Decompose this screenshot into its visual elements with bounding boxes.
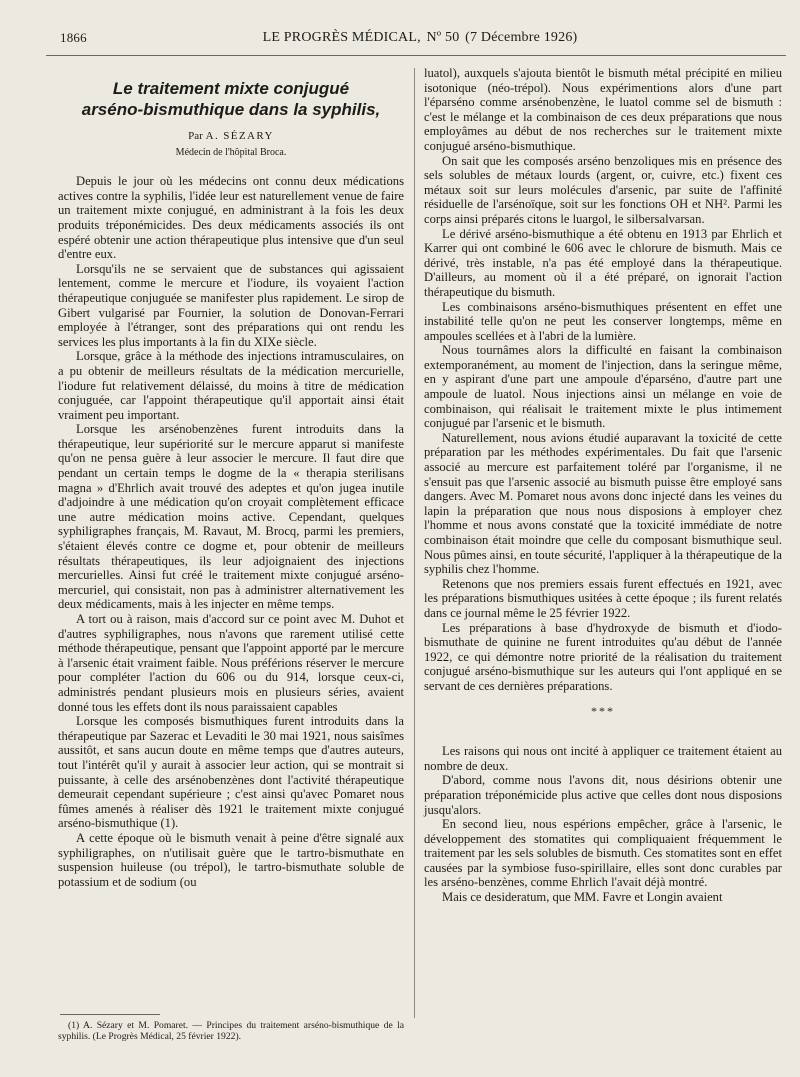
paragraph: Depuis le jour où les médecins ont connu deux médications actives contre la syphilis, l'idée leur est naturellement venue de faire un traitement mixte conjugué, en administrant à la fois les deux produits tréponémicides. Des deux médicaments associés ils ont espéré obtenir une action thérapeutique plus intensive que d'un seul d'entre eux. [58, 174, 404, 262]
paragraph: A tort ou à raison, mais d'accord sur ce point avec M. Duhot et d'autres syphiligraphes, nous n'avons que rarement utilisé cette méthode thérapeutique, pensant que l'appoint apporté par le mercure à l'arsenic était vraiment faible. Nous préférions réserver le mercure pour compléter l'action du 606 ou du 914, lorsque ceux-ci, administrés pendant plusieurs mois en plusieurs séries, avaient donné tous les effets dont ils nous paraissaient capables [58, 612, 404, 714]
author-name: A. SÉZARY [205, 130, 274, 142]
paragraph: Les combinaisons arséno-bismuthiques présentent en effet une instabilité telle qu'on ne peut les conserver longtemps, même en ampoules scellées et à l'abri de la lumière. [424, 299, 782, 343]
issue-date: (7 Décembre 1926) [465, 30, 578, 45]
journal-name: LE PROGRÈS MÉDICAL, [262, 30, 421, 45]
article-title-line-2: arséno-bismuthique dans la syphilis, [81, 100, 381, 119]
paragraph: Les préparations à base d'hydroxyde de bismuth et d'iodo-bismuthate de quinine ne furent introduites qu'au début de l'année 1922, ce qui démontre notre priorité de la réalisation du traitement conjugué arséno-bismuthique sur les auteurs qui l'ont appliqué en se servant de ces dernières préparations. [424, 620, 782, 693]
asterisk: * [591, 703, 599, 718]
byline [58, 129, 404, 144]
asterisk: * [599, 703, 607, 718]
journal-header [60, 30, 780, 46]
left-column [58, 66, 404, 889]
article-title-line-1: Le traitement mixte conjugué [112, 79, 350, 98]
paragraph: Lorsque les composés bismuthiques furent introduits dans la thérapeutique par Sazerac et Levaditi le 30 mai 1921, nous saisîmes aussitôt, et sans aucun doute en même temps que d'autres auteurs, tout l'intérêt qu'il y aurait à associer leur action, qui se montrait si puissante, à celle des arsénobenzènes dont l'activité thérapeutique demeurait cependant supérieure ; c'est ainsi qu'avec Pomaret nous fûmes amenés à réaliser dès 1921 le traitement mixte conjugué arséno-bismuthique (1). [58, 714, 404, 831]
footnote-rule [60, 1014, 160, 1015]
paragraph: Naturellement, nous avions étudié auparavant la toxicité de cette préparation par les méthodes expérimentales. Du fait que l'arsenic associé au mercure est parfaitement toléré par l'organisme, il ne s'ensuit pas que l'arsenic associé au bismuth puisse être employé sans dangers. Avec M. Pomaret nous avons donc injecté dans les veines du lapin la préparation que nous nous disposions à employer chez l'homme et nous avons constaté que la toxicité immédiate de notre combinaison était moindre que celle du composant bismuthique seul. Nous pûmes ainsi, en toute sécurité, l'appliquer à la thérapeutique de la syphilis chez l'homme. [424, 430, 782, 577]
running-head [60, 30, 780, 50]
paragraph: Les raisons qui nous ont incité à appliquer ce traitement étaient au nombre de deux. [424, 744, 782, 773]
byline-prefix: Par [188, 130, 203, 142]
asterisk: * [607, 703, 615, 718]
paragraph: Le dérivé arséno-bismuthique a été obtenu en 1913 par Ehrlich et Karrer qui ont combiné le 606 avec le chlorure de bismuth. Mais ce dérivé, très instable, n'a pas été employé dans la thérapeutique. D'ailleurs, au moment où il a été préparé, on ignorait l'action thérapeutique du bismuth. [424, 226, 782, 299]
paragraph: D'abord, comme nous l'avons dit, nous désirions obtenir une préparation tréponémicide plus active que celles dont nous disposions jusqu'alors. [424, 773, 782, 817]
page-number: 1866 [60, 30, 87, 45]
article-title [58, 78, 404, 120]
paragraph: Nous tournâmes alors la difficulté en faisant la combinaison extemporanément, au moment de l'injection, dans la seringue même, en y aspirant d'une part une ampoule d'éparséno, d'autre part une ampoule de luatol. Nous injections ainsi un mélange en voie de combinaison, qui réalisait le traitement mixte le plus intimement conjugué par l'arsenic et le bismuth. [424, 343, 782, 431]
footnote [58, 1020, 404, 1043]
paragraph: En second lieu, nous espérions empêcher, grâce à l'arsenic, le développement des stomatites qui compliquaient fréquemment le traitement par les sels solubles de bismuth. Ces stomatites sont en effet causées par la symbiose fuso-spirillaire, elles sont donc curables par les arséno-benzènes, comme Ehrlich l'avait déjà montré. [424, 817, 782, 890]
paragraph: Mais ce desideratum, que MM. Favre et Longin avaient [442, 890, 723, 905]
paragraph: Lorsque les arsénobenzènes furent introduits dans la thérapeutique, leur supériorité sur le mercure apparut si manifeste qu'on ne pensa guère à leur associer le mercure. Il faut dire que pendant un certain temps le dogme de la « therapia sterilisans magna » d'Ehrlich avait trouvé des adeptes et qu'on jugea inutile d'adjoindre à une médication qu'on croyait complètement efficace une autre médication moins active. Cependant, quelques syphiligraphes français, M. Ravaut, M. Brocq, parmi les premiers, s'étaient élevés contre ce dogme et, pour obtenir de meilleurs résultats thérapeutiques, ils leur adjoignaient des injections mercurielles. Ainsi fut créé le traitement mixte conjugué arséno-mercuriel, qui consistait, non pas à administrer alternativement les deux médicaments, mais à les injecter en même temps. [58, 422, 404, 612]
column-divider [414, 68, 415, 1018]
right-column [424, 66, 782, 905]
author-affiliation: Médecin de l'hôpital Broca. [175, 146, 287, 158]
header-rule [46, 55, 786, 56]
paragraph: On sait que les composés arséno benzoliques mis en présence des sels solubles de métaux lourds (argent, or, cuivre, etc.) fixent ces métaux soit sur leurs molécules d'arsenic, par suite de l'affinité résiduelle de l'arsénoïque, soit sur les fonctions OH et NH². Parmi les corps ainsi préparés citons le luargol, le silbersalvarsan. [424, 153, 782, 226]
section-break-asterism [424, 704, 782, 719]
issue-number: Nº 50 [426, 30, 460, 45]
paragraph: Lorsqu'ils ne se servaient que de substances qui agissaient lentement, comme le mercure et l'iodure, ils voyaient l'action thérapeutique conjuguée se manifester plus rapidement. Le sirop de Gibert vulgarisé par Fournier, la solution de Donovan-Ferrari employée à l'étranger, sont des préparations qui ont rendu les services les plus importants à la fin du XIXe siècle. [58, 261, 404, 349]
paragraph: Retenons que nos premiers essais furent effectués en 1921, avec les préparations bismuthiques usitées à cette époque ; ils furent relatés dans ce journal même le 25 février 1922. [424, 576, 782, 620]
paragraph: A cette époque où le bismuth venait à peine d'être signalé aux syphiligraphes, on n'utilisait guère que le tartro-bismuthate en suspension huileuse (ou trépol), le tartro-bismuthate soluble de potassium et de sodium (ou [58, 830, 404, 889]
paragraph: Lorsque, grâce à la méthode des injections intramusculaires, on a pu obtenir de meilleurs résultats de la médication mercurielle, l'iodure fut relativement délaissé, du moins à titre de médication conjuguée, car l'appoint thérapeutique qu'il apportait ainsi était vraiment peu important. [58, 349, 404, 422]
footnote-text: (1) A. Sézary et M. Pomaret. — Principes du traitement arséno-bismuthique de la syphilis. (Le Progrès Médical, 25 février 1922). [58, 1020, 404, 1043]
paragraph: luatol), auxquels s'ajouta bientôt le bismuth métal précipité en milieu isotonique (néo-trépol). Nous expérimentions alors d'une part l'éparséno comme arsénobenzène, le luatol comme sel de bismuth : c'est le mélange et la combinaison de ces deux préparations que nous employâmes au début de nos recherches sur le traitement mixte conjugué arséno-bismuthique. [424, 66, 782, 153]
